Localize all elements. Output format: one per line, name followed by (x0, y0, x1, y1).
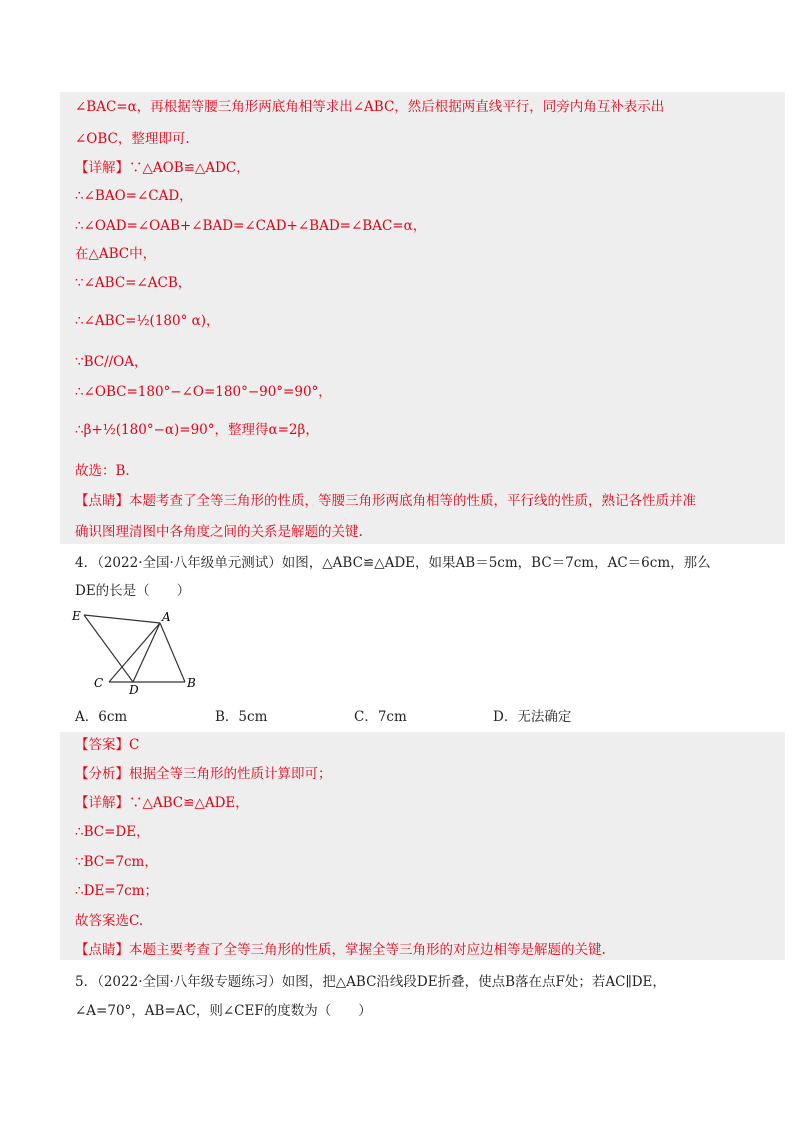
q4-comment: 【点睛】本题主要考查了全等三角形的性质，掌握全等三角形的对应边相等是解题的关键. (75, 942, 606, 958)
prev-line-3: 【详解】∵△AOB≌△ADC， (75, 160, 250, 176)
q4-answer: 【答案】C (75, 737, 140, 753)
prev-line-4: ∴∠BAO=∠CAD， (75, 188, 193, 204)
prev-line-8: ∴∠ABC=½(180° α)， (75, 313, 220, 329)
q4-option-b[interactable]: B．5cm (215, 709, 268, 725)
q5-stem-line-2: ∠A=70°，AB=AC，则∠CEF的度数为（ ） (75, 1003, 372, 1019)
q4-detail-1: 【详解】∵△ABC≌△ADE， (75, 795, 249, 811)
q4-option-a[interactable]: A．6cm (75, 709, 128, 725)
prev-line-5: ∴∠OAD=∠OAB+∠BAD=∠CAD+∠BAD=∠BAC=α， (75, 218, 427, 234)
q4-conclusion: 故答案选C. (75, 913, 144, 929)
prev-line-10: ∴∠OBC=180°−∠O=180°−90°=90°， (75, 384, 332, 400)
label-c: C (94, 676, 104, 690)
prev-line-1: ∠BAC=α，再根据等腰三角形两底角相等求出∠ABC，然后根据两直线平行，同旁内角互补表示出 (75, 99, 665, 115)
q4-stem-line-1: 4．（2022·全国·八年级单元测试）如图，△ABC≌△ADE，如果AB＝5cm，BC＝7cm，AC＝6cm，那么 (75, 555, 711, 571)
q4-stem-line-2: DE的长是（ ） (75, 583, 191, 599)
q4-detail-3: ∵BC=7cm， (75, 854, 158, 870)
prev-line-6: 在△ABC中， (75, 246, 157, 262)
prev-line-14: 确识图理清图中各角度之间的关系是解题的关键. (75, 524, 363, 540)
q4-analysis: 【分析】根据全等三角形的性质计算即可； (75, 766, 332, 782)
prev-line-12: 故选：B. (75, 463, 130, 479)
label-a: A (162, 610, 171, 624)
prev-line-11: ∴β+½(180°−α)=90°，整理得α=2β， (75, 422, 319, 438)
label-e: E (72, 609, 81, 623)
prev-line-13: 【点睛】本题考查了全等三角形的性质，等腰三角形两底角相等的性质，平行线的性质，熟记各性质并准 (75, 493, 696, 509)
prev-line-9: ∵BC//OA， (75, 354, 148, 370)
q5-stem-line-1: 5．（2022·全国·八年级专题练习）如图，把△ABC沿线段DE折叠，使点B落在点F处；若AC∥DE， (75, 974, 666, 990)
q4-detail-2: ∴BC=DE， (75, 824, 150, 840)
q4-option-d[interactable]: D．无法确定 (493, 709, 572, 725)
q4-option-c[interactable]: C．7cm (354, 709, 407, 725)
q4-detail-4: ∴DE=7cm； (75, 883, 159, 899)
label-b: B (187, 676, 196, 690)
label-d: D (129, 683, 139, 696)
prev-line-2: ∠OBC，整理即可. (75, 131, 190, 147)
q4-figure (70, 606, 210, 696)
prev-line-7: ∵∠ABC=∠ACB， (75, 275, 192, 291)
